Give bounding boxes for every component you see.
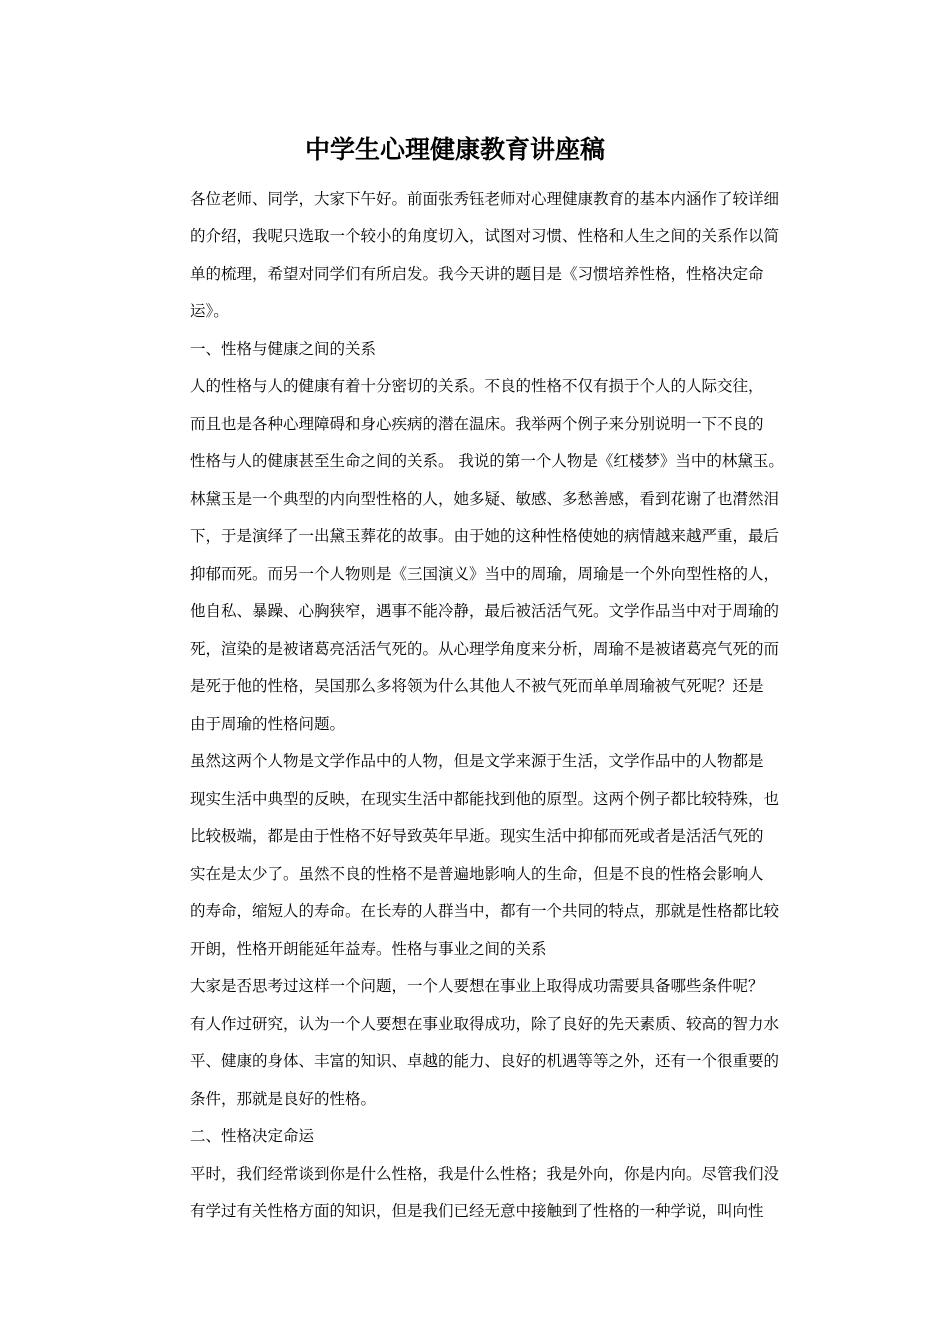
text-line: 平、健康的身体、丰富的知识、卓越的能力、良好的机遇等等之外，还有一个很重要的 bbox=[190, 1052, 780, 1070]
text-line: 有学过有关性格方面的知识，但是我们已经无意中接触到了性格的一种学说，叫向性 bbox=[190, 1202, 764, 1220]
text-line: 虽然这两个人物是文学作品中的人物，但是文学来源于生活，文学作品中的人物都是 bbox=[190, 752, 764, 770]
text-line: 而且也是各种心理障碍和身心疾病的潜在温床。我举两个例子来分别说明一下不良的 bbox=[190, 415, 764, 433]
text-line: 平时，我们经常谈到你是什么性格，我是什么性格；我是外向，你是内向。尽管我们没 bbox=[190, 1165, 780, 1183]
text-line: 条件，那就是良好的性格。 bbox=[190, 1090, 377, 1108]
text-line: 运》。 bbox=[190, 302, 229, 320]
text-line: 比较极端，都是由于性格不好导致英年早逝。现实生活中抑郁而死或者是活活气死的 bbox=[190, 827, 764, 845]
text-line: 有人作过研究，认为一个人要想在事业取得成功，除了良好的先天素质、较高的智力水 bbox=[190, 1015, 780, 1033]
text-line: 各位老师、同学，大家下午好。前面张秀钰老师对心理健康教育的基本内涵作了较详细 bbox=[190, 190, 780, 208]
text-line: 性格与人的健康甚至生命之间的关系。 我说的第一个人物是《红楼梦》当中的林黛玉。 bbox=[190, 452, 784, 470]
text-line: 实在是太少了。虽然不良的性格不是普遍地影响人的生命，但是不良的性格会影响人 bbox=[190, 865, 764, 883]
text-line: 他自私、暴躁、心胸狭窄，遇事不能冷静，最后被活活气死。文学作品当中对于周瑜的 bbox=[190, 602, 780, 620]
text-line: 的介绍，我呢只选取一个较小的角度切入，试图对习惯、性格和人生之间的关系作以简 bbox=[190, 227, 780, 245]
text-line: 人的性格与人的健康有着十分密切的关系。不良的性格不仅有损于个人的人际交往， bbox=[190, 377, 764, 395]
text-line: 死，渲染的是被诸葛亮活活气死的。从心理学角度来分析，周瑜不是被诸葛亮气死的而 bbox=[190, 640, 780, 658]
text-line: 由于周瑜的性格问题。 bbox=[190, 715, 346, 733]
text-line: 开朗，性格开朗能延年益寿。性格与事业之间的关系 bbox=[190, 940, 547, 958]
section-heading: 一、性格与健康之间的关系 bbox=[190, 340, 377, 358]
text-line: 下，于是演绎了一出黛玉葬花的故事。由于她的这种性格使她的病情越来越严重，最后 bbox=[190, 527, 780, 545]
text-line: 现实生活中典型的反映，在现实生活中都能找到他的原型。这两个例子都比较特殊，也 bbox=[190, 790, 780, 808]
document-title: 中学生心理健康教育讲座稿 bbox=[304, 135, 605, 164]
text-line: 大家是否思考过这样一个问题，一个人要想在事业上取得成功需要具备哪些条件呢？ bbox=[190, 977, 764, 995]
text-line: 林黛玉是一个典型的内向型性格的人，她多疑、敏感、多愁善感，看到花谢了也潸然泪 bbox=[190, 490, 780, 508]
text-line: 单的梳理，希望对同学们有所启发。我今天讲的题目是《习惯培养性格，性格决定命 bbox=[190, 265, 764, 283]
text-line: 是死于他的性格，吴国那么多将领为什么其他人不被气死而单单周瑜被气死呢？还是 bbox=[190, 677, 764, 695]
text-line: 的寿命，缩短人的寿命。在长寿的人群当中，都有一个共同的特点，那就是性格都比较 bbox=[190, 902, 780, 920]
text-line: 抑郁而死。而另一个人物则是《三国演义》当中的周瑜，周瑜是一个外向型性格的人， bbox=[190, 565, 780, 583]
section-heading: 二、性格决定命运 bbox=[190, 1127, 315, 1145]
